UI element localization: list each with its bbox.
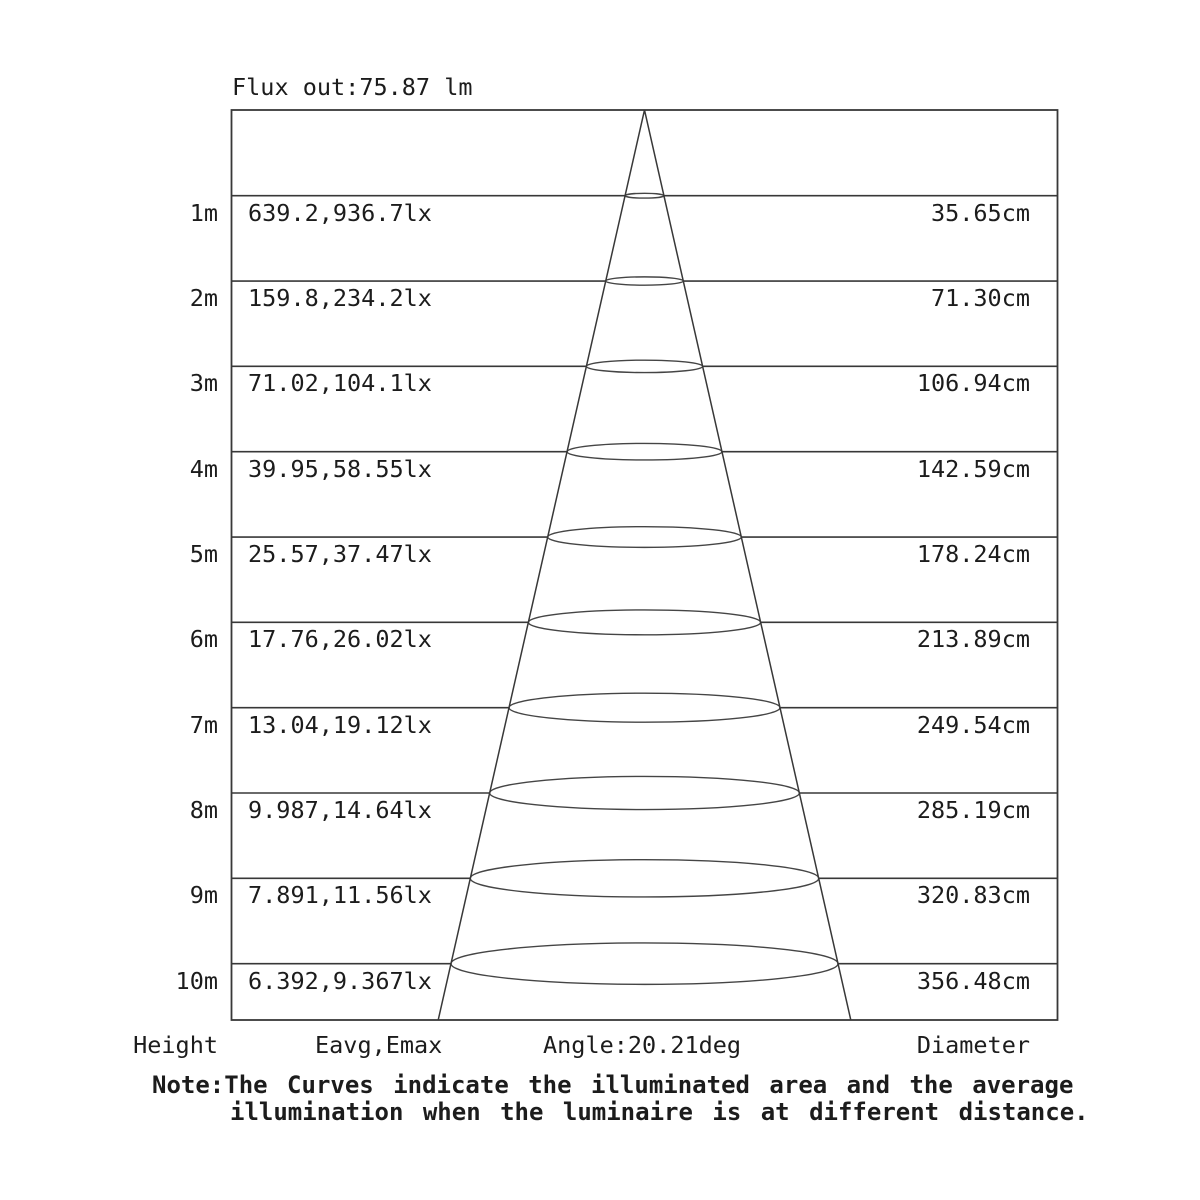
row-diameter-value: 178.24cm (916, 540, 1030, 569)
note-line-1: Note:The Curves indicate the illuminated area and the average (152, 1071, 1074, 1099)
illuminated-area-ellipse (490, 776, 800, 809)
row-diameter-value: 285.19cm (916, 796, 1030, 824)
illuminated-area-ellipse (509, 693, 780, 722)
row-height-label: 9m (189, 881, 218, 910)
row-eavg-emax-value: 39.95,58.55lx (248, 454, 432, 483)
footer-angle-label: Angle:20.21deg (543, 1031, 742, 1059)
footer-eavg-emax-label: Eavg,Emax (315, 1031, 443, 1059)
illuminated-area-ellipse (451, 943, 838, 984)
row-eavg-emax-value: 6.392,9.367lx (248, 966, 432, 995)
row-eavg-emax-value: 9.987,14.64lx (248, 796, 432, 824)
row-height-label: 5m (189, 540, 218, 569)
row-eavg-emax-value: 13.04,19.12lx (248, 710, 432, 739)
row-height-label: 1m (189, 198, 218, 227)
row-eavg-emax-value: 71.02,104.1lx (248, 369, 432, 398)
row-height-label: 3m (189, 369, 218, 398)
row-eavg-emax-value: 25.57,37.47lx (248, 540, 432, 569)
row-diameter-value: 35.65cm (930, 198, 1030, 227)
illuminated-area-ellipse (470, 860, 818, 897)
row-height-label: 8m (189, 796, 218, 824)
footer-diameter-label: Diameter (916, 1031, 1030, 1059)
row-diameter-value: 320.83cm (916, 881, 1030, 910)
flux-out-title: Flux out:75.87 lm (232, 73, 473, 101)
illuminated-area-ellipse (548, 527, 742, 548)
row-height-label: 7m (189, 710, 218, 739)
row-diameter-value: 249.54cm (916, 710, 1030, 739)
row-diameter-value: 213.89cm (916, 625, 1030, 654)
footer-height-label: Height (133, 1031, 218, 1059)
row-height-label: 6m (189, 625, 218, 654)
row-diameter-value: 142.59cm (916, 454, 1030, 483)
row-height-label: 4m (189, 454, 218, 483)
row-diameter-value: 71.30cm (930, 284, 1030, 313)
row-diameter-value: 356.48cm (916, 966, 1030, 995)
row-eavg-emax-value: 17.76,26.02lx (248, 625, 432, 654)
row-diameter-value: 106.94cm (916, 369, 1030, 398)
row-eavg-emax-value: 639.2,936.7lx (248, 198, 432, 227)
row-eavg-emax-value: 7.891,11.56lx (248, 881, 432, 910)
illuminated-area-ellipse (528, 610, 760, 635)
row-height-label: 10m (175, 966, 218, 995)
row-eavg-emax-value: 159.8,234.2lx (248, 284, 432, 313)
note-line-2: illumination when the luminaire is at different distance. (230, 1098, 1089, 1126)
row-height-label: 2m (189, 284, 218, 313)
illuminated-area-ellipse (567, 443, 722, 460)
illuminated-area-ellipse (606, 277, 684, 285)
illuminated-area-ellipse (625, 193, 664, 198)
illuminated-area-ellipse (586, 360, 702, 372)
